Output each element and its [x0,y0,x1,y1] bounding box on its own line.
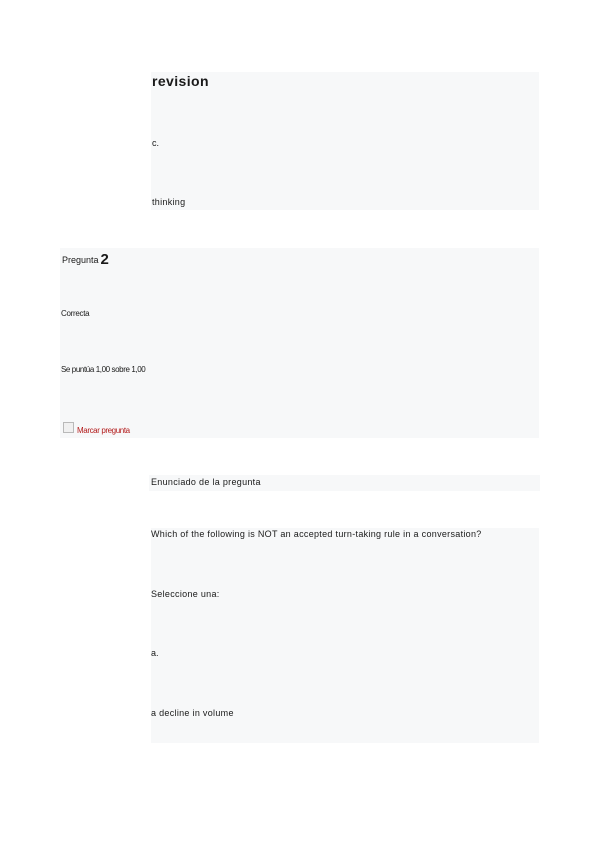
previous-answer-panel [151,72,539,210]
question-grade: Se puntúa 1,00 sobre 1,00 [61,365,146,374]
question-state: Correcta [61,309,90,318]
question-text: Which of the following is NOT an accepted turn-taking rule in a conversation? [151,529,482,539]
flag-question-checkbox[interactable] [63,422,74,433]
option-a-text[interactable]: a decline in volume [151,708,234,718]
question-info-panel [60,248,539,438]
question-label: Pregunta [62,255,99,265]
option-a-letter[interactable]: a. [151,648,159,658]
previous-option-letter: c. [152,138,160,148]
previous-question-heading: revision [152,73,209,89]
question-number-heading [62,250,109,267]
previous-option-text: thinking [152,197,186,207]
question-number: 2 [100,251,109,268]
flag-question-label[interactable]: Marcar pregunta [77,426,130,435]
question-statement-label: Enunciado de la pregunta [151,477,261,487]
answer-instruction: Seleccione una: [151,589,220,599]
